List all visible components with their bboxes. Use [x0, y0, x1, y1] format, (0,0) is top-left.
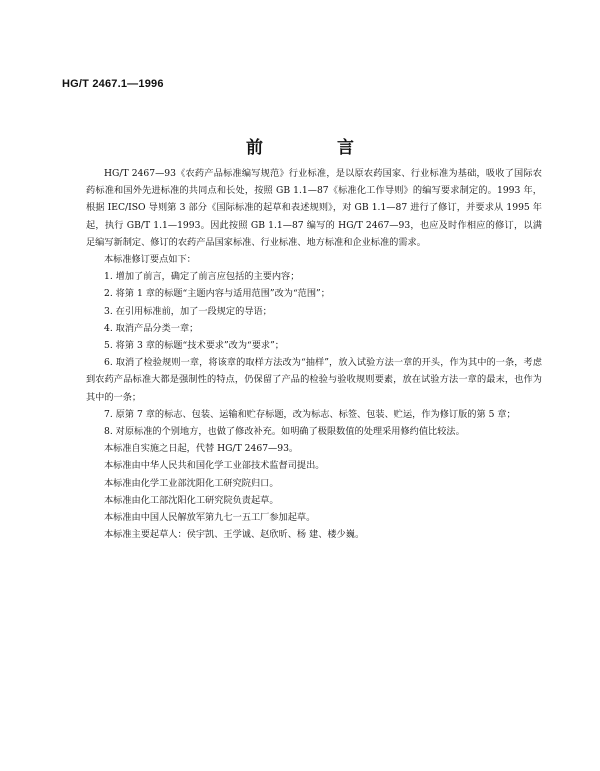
page-title: 前 言: [246, 138, 388, 158]
list-item: 4. 取消产品分类一章；: [104, 322, 199, 334]
revision-points-heading: 本标准修订要点如下：: [104, 254, 196, 266]
closing-line: 本标准由化学工业部沈阳化工研究院归口。: [104, 477, 279, 489]
list-item: 3. 在引用标准前，加了一段规定的导语；: [104, 305, 272, 317]
list-item: 1. 增加了前言，确定了前言应包括的主要内容；: [104, 271, 300, 283]
list-item: 6. 取消了检验规则一章，将该章的取样方法改为“抽样”，放入试验方法一章的开头，作为其中的一条，考虑到农药产品标准大都是强制性的特点，仍保留了产品的检验与验收规则要素，放在试验方法一章的最末，也作为其中的一条；: [86, 357, 542, 403]
intro-paragraph: HG/T 2467—93《农药产品标准编写规范》行业标准，是以原农药国家、行业标准为基础，吸收了国际农药标准和国外先进标准的共同点和长处，按照 GB 1.1—87《标准化工作导则》的编写要求制定的。1993 年，根据 IEC/ISO 导则第 3 部分《国际标准的起草和表述规则》，对 GB 1.1—87 进行了修订，并要求从 1995 年起，执行 GB/T 1.1—1993。因此按照 GB 1.1—87 编写的 HG/T 2467—93，也应及时作相应的修订，以满足编写新制定、修订的农药产品国家标准、行业标准、地方标准和企业标准的需求。: [86, 168, 542, 248]
list-item: 7. 原第 7 章的标志、包装、运输和贮存标题，改为标志、标签、包装、贮运，作为修订版的第 5 章；: [104, 408, 516, 420]
document-number: HG/T 2467.1—1996: [62, 78, 164, 90]
closing-line: 本标准由中华人民共和国化学工业部技术监督司提出。: [104, 460, 325, 472]
closing-line: 本标准主要起草人：侯宇凯、王学诚、赵欣昕、杨 建、楼少巍。: [104, 529, 365, 541]
closing-line: 本标准自实施之日起，代替 HG/T 2467—93。: [104, 443, 299, 455]
closing-line: 本标准由中国人民解放军第九七一五工厂参加起草。: [104, 512, 316, 524]
list-item: 8. 对原标准的个别地方，也做了修改补充。如明确了极限数值的处理采用修约值比较法。: [104, 426, 465, 438]
list-item: 2. 将第 1 章的标题“主题内容与适用范围”改为“范围”；: [104, 288, 330, 300]
closing-line: 本标准由化工部沈阳化工研究院负责起草。: [104, 494, 279, 506]
document-body: [86, 165, 542, 543]
list-item: 5. 将第 3 章的标题“技术要求”改为“要求”；: [104, 340, 284, 352]
